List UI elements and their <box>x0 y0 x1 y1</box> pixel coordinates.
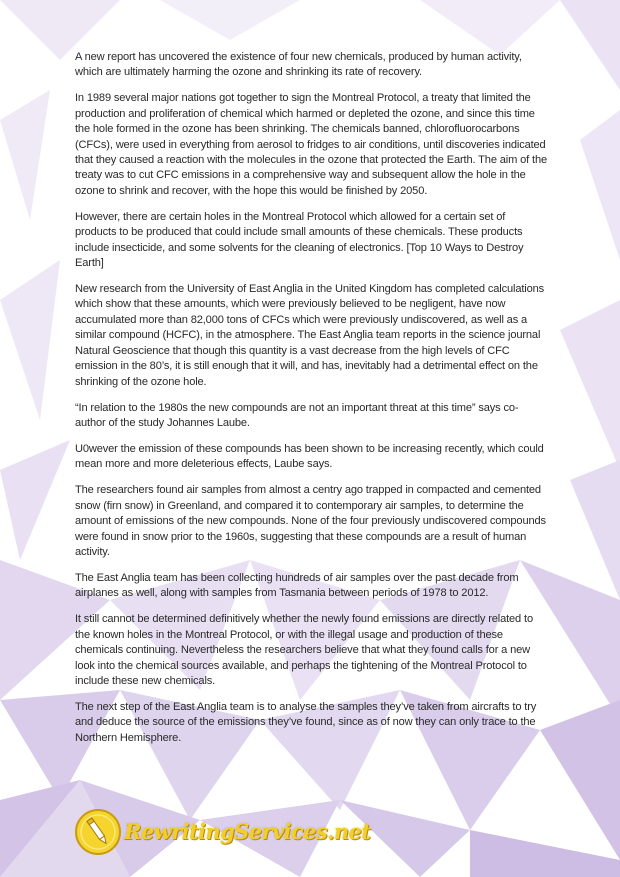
paragraph-montreal-protocol: In 1989 several major nations got together to sign the Montreal Protocol, a treaty that limited the production and proliferation of chemical which harmed or depleted the ozone, and since this time the hole formed in the ozone has been shrinking. The chemicals banned, chlorofluorocarbons (CFCs), were used in everything from aerosol to fridges to air conditions, until discoveries indicated that they caused a reaction with the molecules in the ozone that protected the Earth. The aim of the treaty was to cut CFC emissions in a comprehensive way and subsequent allow the hole in the ozone to shrink and recover, with the hope this would be finished by 2050. <box>75 92 547 197</box>
paragraph-collection: The East Anglia team has been collecting hundreds of air samples over the past decade from airplanes as well, along with samples from Tasmania between periods of 1978 to 2012. <box>75 571 519 600</box>
article-body <box>75 50 547 757</box>
paragraph-east-anglia-research: New research from the University of East Anglia in the United Kingdom has completed calculations which show that these amounts, which were previously believed to be negligent, have now accumulated more than 82,000 tons of CFCs which were previously undiscovered, as well as a similar compound (HCFC), in the atmosphere. The East Anglia team reports in the science journal Natural Geoscience that though this quantity is a vast decrease from the high levels of CFC emission in the 80’s, it is still enough that it will, and has, inevitably had a detrimental effect on the shrinking of the ozone hole. <box>75 283 545 388</box>
paragraph-laube-quote: “In relation to the 1980s the new compounds are not an important threat at this time” says co-author of the study Johannes Laube. <box>75 401 519 429</box>
paragraph-protocol-holes: However, there are certain holes in the Montreal Protocol which allowed for a certain set of products to be produced that could include small amounts of these chemicals. These products include insecticide, and some solvents for the cleaning of electronics. [Top 10 Ways to Destroy Earth] <box>75 210 524 270</box>
paragraph-intro: A new report has uncovered the existence of four new chemicals, produced by human activity, which are ultimately harming the ozone and shrinking its rate of recovery. <box>75 51 522 79</box>
logo-text: RewritingServices.net <box>124 819 371 844</box>
paragraph-next-step: The next step of the East Anglia team is to analyse the samples they’ve taken from aircrafts to try and deduce the source of the emissions they’ve found, since as of now they can only trace to the Northern Hemisphere. <box>75 700 537 744</box>
paragraph-air-samples: The researchers found air samples from almost a centry ago trapped in compacted and cemented snow (firn snow) in Greenland, and compared it to contemporary air samples, to determine the amount of emissions of the new compounds. None of the four previously undiscovered compounds were found in snow prior to the 1960s, suggesting that these compounds are a result of human activity. <box>75 484 546 558</box>
pencil-circle-icon <box>74 808 122 856</box>
footer-logo <box>74 808 371 860</box>
paragraph-emission-increase: U0wever the emission of these compounds has been shown to be increasing recently, which could mean more and more deleterious effects, Laube says. <box>75 442 544 471</box>
paragraph-uncertainty: It still cannot be determined definitively whether the newly found emissions are directly related to the known holes in the Montreal Protocol, or with the illegal usage and production of these chemicals continuing. Nevertheless the researchers believe that what they found calls for a new look into the chemical sources available, and perhaps the tightening of the Montreal Protocol to include these new chemicals. <box>75 613 533 687</box>
